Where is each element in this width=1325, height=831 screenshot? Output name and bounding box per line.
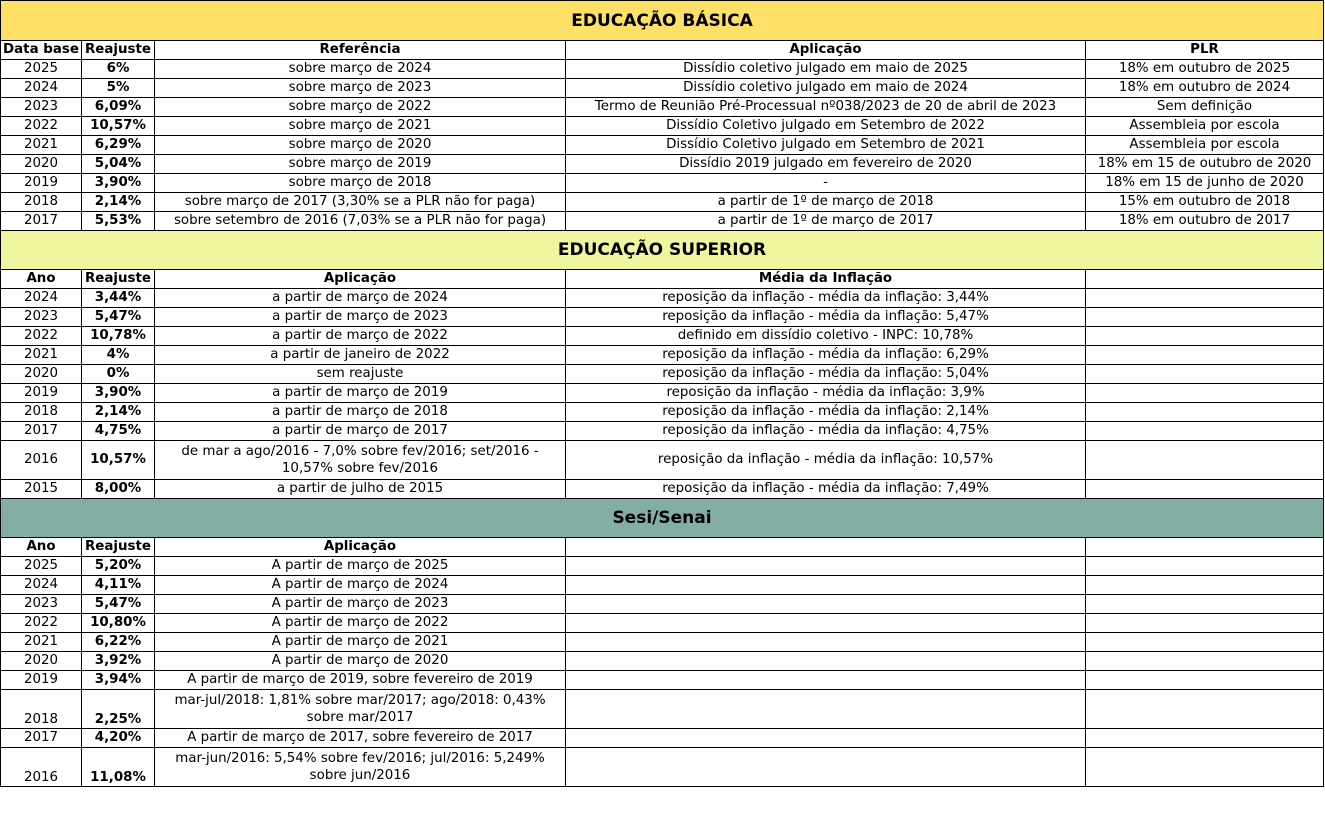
basica-header-year: Data base — [1, 41, 82, 60]
table-row — [1, 193, 1324, 212]
basica-cell-adjustment: 2,14% — [82, 193, 155, 212]
superior-cell-reference: a partir de março de 2017 — [155, 422, 566, 441]
superior-header-adjustment: Reajuste — [82, 270, 155, 289]
basica-cell-year: 2023 — [1, 98, 82, 117]
sesi-cell-reference: mar-jul/2018: 1,81% sobre mar/2017; ago/2018: 0,43% sobre mar/2017 — [155, 690, 566, 729]
sesi-cell-adjustment: 2,25% — [82, 690, 155, 729]
superior-cell-extra — [1086, 365, 1324, 384]
sesi-cell-application — [566, 652, 1086, 671]
basica-header-reference: Referência — [155, 41, 566, 60]
superior-header-row — [1, 270, 1324, 289]
superior-cell-application: reposição da inflação - média da inflação: 7,49% — [566, 480, 1086, 499]
sesi-cell-reference: A partir de março de 2017, sobre fevereiro de 2017 — [155, 729, 566, 748]
sesi-cell-application — [566, 633, 1086, 652]
superior-cell-application: reposição da inflação - média da inflação: 4,75% — [566, 422, 1086, 441]
superior-cell-extra — [1086, 384, 1324, 403]
superior-section-title: EDUCAÇÃO SUPERIOR — [1, 231, 1324, 270]
sesi-header-application — [566, 538, 1086, 557]
sesi-cell-application — [566, 671, 1086, 690]
sesi-cell-year: 2024 — [1, 576, 82, 595]
table-row — [1, 136, 1324, 155]
sesi-cell-adjustment: 5,20% — [82, 557, 155, 576]
sesi-header-year: Ano — [1, 538, 82, 557]
sesi-cell-year: 2025 — [1, 557, 82, 576]
sesi-cell-extra — [1086, 576, 1324, 595]
table-row — [1, 633, 1324, 652]
superior-cell-reference: a partir de março de 2023 — [155, 308, 566, 327]
basica-cell-adjustment: 5,04% — [82, 155, 155, 174]
superior-cell-reference: a partir de março de 2019 — [155, 384, 566, 403]
basica-cell-year: 2020 — [1, 155, 82, 174]
basica-cell-year: 2022 — [1, 117, 82, 136]
basica-section-title-row — [1, 1, 1324, 41]
superior-section-title-row — [1, 231, 1324, 270]
sesi-cell-year: 2018 — [1, 690, 82, 729]
sesi-header-adjustment: Reajuste — [82, 538, 155, 557]
superior-cell-application: reposição da inflação - média da inflação: 6,29% — [566, 346, 1086, 365]
sesi-cell-extra — [1086, 595, 1324, 614]
basica-cell-adjustment: 5% — [82, 79, 155, 98]
basica-cell-reference: sobre março de 2018 — [155, 174, 566, 193]
basica-cell-year: 2018 — [1, 193, 82, 212]
superior-cell-adjustment: 0% — [82, 365, 155, 384]
superior-cell-reference: a partir de março de 2022 — [155, 327, 566, 346]
sesi-cell-application — [566, 557, 1086, 576]
basica-header-row — [1, 41, 1324, 60]
table-row — [1, 212, 1324, 231]
basica-cell-application: Dissídio 2019 julgado em fevereiro de 2020 — [566, 155, 1086, 174]
sesi-cell-year: 2022 — [1, 614, 82, 633]
superior-cell-reference: a partir de julho de 2015 — [155, 480, 566, 499]
superior-cell-year: 2018 — [1, 403, 82, 422]
basica-cell-year: 2021 — [1, 136, 82, 155]
superior-cell-reference: a partir de março de 2018 — [155, 403, 566, 422]
superior-cell-adjustment: 4% — [82, 346, 155, 365]
sesi-cell-adjustment: 11,08% — [82, 748, 155, 787]
superior-cell-extra — [1086, 346, 1324, 365]
basica-cell-reference: sobre março de 2017 (3,30% se a PLR não for paga) — [155, 193, 566, 212]
superior-cell-extra — [1086, 327, 1324, 346]
sesi-cell-application — [566, 595, 1086, 614]
superior-cell-year: 2016 — [1, 441, 82, 480]
basica-cell-extra: Sem definição — [1086, 98, 1324, 117]
sesi-cell-adjustment: 10,80% — [82, 614, 155, 633]
basica-cell-extra: Assembleia por escola — [1086, 136, 1324, 155]
basica-cell-application: a partir de 1º de março de 2017 — [566, 212, 1086, 231]
basica-header-adjustment: Reajuste — [82, 41, 155, 60]
table-row — [1, 384, 1324, 403]
sesi-cell-application — [566, 576, 1086, 595]
basica-cell-extra: 18% em outubro de 2025 — [1086, 60, 1324, 79]
superior-cell-extra — [1086, 289, 1324, 308]
basica-cell-extra: 18% em outubro de 2024 — [1086, 79, 1324, 98]
table-row — [1, 748, 1324, 787]
basica-cell-adjustment: 5,53% — [82, 212, 155, 231]
basica-cell-application: Dissídio Coletivo julgado em Setembro de 2022 — [566, 117, 1086, 136]
superior-cell-adjustment: 2,14% — [82, 403, 155, 422]
table-row — [1, 98, 1324, 117]
sesi-cell-extra — [1086, 729, 1324, 748]
sesi-cell-reference: A partir de março de 2024 — [155, 576, 566, 595]
table-row — [1, 60, 1324, 79]
superior-cell-year: 2019 — [1, 384, 82, 403]
superior-cell-extra — [1086, 403, 1324, 422]
sesi-cell-reference: A partir de março de 2019, sobre fevereiro de 2019 — [155, 671, 566, 690]
basica-cell-reference: sobre março de 2019 — [155, 155, 566, 174]
sesi-cell-adjustment: 4,11% — [82, 576, 155, 595]
basica-header-extra: PLR — [1086, 41, 1324, 60]
superior-cell-application: reposição da inflação - média da inflação: 5,47% — [566, 308, 1086, 327]
superior-cell-adjustment: 10,57% — [82, 441, 155, 480]
sesi-cell-reference: A partir de março de 2021 — [155, 633, 566, 652]
superior-header-year: Ano — [1, 270, 82, 289]
superior-header-application: Média da Inflação — [566, 270, 1086, 289]
superior-cell-reference: a partir de março de 2024 — [155, 289, 566, 308]
table-row — [1, 652, 1324, 671]
sesi-cell-extra — [1086, 614, 1324, 633]
table-row — [1, 403, 1324, 422]
superior-header-reference: Aplicação — [155, 270, 566, 289]
table-row — [1, 308, 1324, 327]
superior-cell-extra — [1086, 480, 1324, 499]
superior-cell-extra — [1086, 441, 1324, 480]
superior-cell-application: definido em dissídio coletivo - INPC: 10,78% — [566, 327, 1086, 346]
sesi-cell-adjustment: 6,22% — [82, 633, 155, 652]
table-row — [1, 174, 1324, 193]
basica-cell-adjustment: 6% — [82, 60, 155, 79]
basica-cell-reference: sobre setembro de 2016 (7,03% se a PLR não for paga) — [155, 212, 566, 231]
sesi-cell-reference: A partir de março de 2025 — [155, 557, 566, 576]
superior-cell-adjustment: 3,44% — [82, 289, 155, 308]
basica-cell-year: 2025 — [1, 60, 82, 79]
basica-cell-application: Dissídio coletivo julgado em maio de 2024 — [566, 79, 1086, 98]
sesi-cell-reference: A partir de março de 2023 — [155, 595, 566, 614]
basica-cell-reference: sobre março de 2024 — [155, 60, 566, 79]
sesi-cell-adjustment: 3,92% — [82, 652, 155, 671]
basica-cell-reference: sobre março de 2022 — [155, 98, 566, 117]
superior-cell-extra — [1086, 308, 1324, 327]
superior-cell-year: 2020 — [1, 365, 82, 384]
table-row — [1, 422, 1324, 441]
sesi-section-title-row — [1, 499, 1324, 538]
sesi-header-reference: Aplicação — [155, 538, 566, 557]
sheet-body — [1, 1, 1324, 787]
basica-cell-year: 2024 — [1, 79, 82, 98]
sesi-cell-year: 2020 — [1, 652, 82, 671]
basica-cell-reference: sobre março de 2020 — [155, 136, 566, 155]
sesi-cell-reference: A partir de março de 2022 — [155, 614, 566, 633]
sesi-cell-extra — [1086, 633, 1324, 652]
superior-cell-application: reposição da inflação - média da inflação: 3,44% — [566, 289, 1086, 308]
superior-cell-application: reposição da inflação - média da inflação: 3,9% — [566, 384, 1086, 403]
superior-cell-application: reposição da inflação - média da inflação: 10,57% — [566, 441, 1086, 480]
sesi-cell-year: 2021 — [1, 633, 82, 652]
table-row — [1, 557, 1324, 576]
sesi-cell-adjustment: 4,20% — [82, 729, 155, 748]
sesi-section-title: Sesi/Senai — [1, 499, 1324, 538]
sesi-cell-reference: mar-jun/2016: 5,54% sobre fev/2016; jul/2016: 5,249% sobre jun/2016 — [155, 748, 566, 787]
superior-cell-reference: de mar a ago/2016 - 7,0% sobre fev/2016; set/2016 - 10,57% sobre fev/2016 — [155, 441, 566, 480]
superior-cell-year: 2015 — [1, 480, 82, 499]
sesi-cell-extra — [1086, 652, 1324, 671]
sesi-cell-adjustment: 3,94% — [82, 671, 155, 690]
basica-cell-extra: 18% em 15 de junho de 2020 — [1086, 174, 1324, 193]
sesi-cell-year: 2023 — [1, 595, 82, 614]
sesi-cell-extra — [1086, 557, 1324, 576]
basica-cell-application: Termo de Reunião Pré-Processual nº038/2023 de 20 de abril de 2023 — [566, 98, 1086, 117]
table-row — [1, 155, 1324, 174]
table-row — [1, 595, 1324, 614]
basica-cell-application: a partir de 1º de março de 2018 — [566, 193, 1086, 212]
table-row — [1, 614, 1324, 633]
superior-cell-year: 2023 — [1, 308, 82, 327]
basica-cell-adjustment: 3,90% — [82, 174, 155, 193]
basica-cell-application: Dissídio Coletivo julgado em Setembro de 2021 — [566, 136, 1086, 155]
table-row — [1, 117, 1324, 136]
table-row — [1, 729, 1324, 748]
basica-cell-extra: 15% em outubro de 2018 — [1086, 193, 1324, 212]
superior-cell-application: reposição da inflação - média da inflação: 2,14% — [566, 403, 1086, 422]
basica-cell-reference: sobre março de 2021 — [155, 117, 566, 136]
superior-cell-extra — [1086, 422, 1324, 441]
superior-cell-adjustment: 4,75% — [82, 422, 155, 441]
sesi-cell-adjustment: 5,47% — [82, 595, 155, 614]
basica-cell-adjustment: 10,57% — [82, 117, 155, 136]
sesi-cell-application — [566, 690, 1086, 729]
basica-header-application: Aplicação — [566, 41, 1086, 60]
sesi-cell-application — [566, 614, 1086, 633]
superior-header-extra — [1086, 270, 1324, 289]
basica-cell-adjustment: 6,29% — [82, 136, 155, 155]
sesi-cell-application — [566, 729, 1086, 748]
superior-cell-adjustment: 3,90% — [82, 384, 155, 403]
basica-cell-extra: 18% em outubro de 2017 — [1086, 212, 1324, 231]
sesi-cell-year: 2019 — [1, 671, 82, 690]
basica-cell-year: 2017 — [1, 212, 82, 231]
sesi-cell-application — [566, 748, 1086, 787]
sesi-cell-extra — [1086, 671, 1324, 690]
sesi-header-row — [1, 538, 1324, 557]
basica-section-title: EDUCAÇÃO BÁSICA — [1, 1, 1324, 41]
basica-cell-application: - — [566, 174, 1086, 193]
superior-cell-adjustment: 8,00% — [82, 480, 155, 499]
basica-cell-reference: sobre março de 2023 — [155, 79, 566, 98]
table-row — [1, 671, 1324, 690]
table-row — [1, 79, 1324, 98]
superior-cell-application: reposição da inflação - média da inflação: 5,04% — [566, 365, 1086, 384]
sesi-header-extra — [1086, 538, 1324, 557]
superior-cell-year: 2022 — [1, 327, 82, 346]
superior-cell-reference: sem reajuste — [155, 365, 566, 384]
table-row — [1, 346, 1324, 365]
superior-cell-year: 2024 — [1, 289, 82, 308]
basica-cell-adjustment: 6,09% — [82, 98, 155, 117]
table-row — [1, 441, 1324, 480]
superior-cell-adjustment: 5,47% — [82, 308, 155, 327]
sesi-cell-year: 2017 — [1, 729, 82, 748]
basica-cell-application: Dissídio coletivo julgado em maio de 2025 — [566, 60, 1086, 79]
table-row — [1, 480, 1324, 499]
basica-cell-extra: 18% em 15 de outubro de 2020 — [1086, 155, 1324, 174]
sesi-cell-year: 2016 — [1, 748, 82, 787]
table-row — [1, 365, 1324, 384]
superior-cell-adjustment: 10,78% — [82, 327, 155, 346]
superior-cell-year: 2017 — [1, 422, 82, 441]
basica-cell-extra: Assembleia por escola — [1086, 117, 1324, 136]
table-row — [1, 690, 1324, 729]
sesi-cell-extra — [1086, 690, 1324, 729]
sesi-cell-extra — [1086, 748, 1324, 787]
basica-cell-year: 2019 — [1, 174, 82, 193]
table-row — [1, 289, 1324, 308]
sesi-cell-reference: A partir de março de 2020 — [155, 652, 566, 671]
superior-cell-reference: a partir de janeiro de 2022 — [155, 346, 566, 365]
superior-cell-year: 2021 — [1, 346, 82, 365]
table-row — [1, 576, 1324, 595]
table-row — [1, 327, 1324, 346]
